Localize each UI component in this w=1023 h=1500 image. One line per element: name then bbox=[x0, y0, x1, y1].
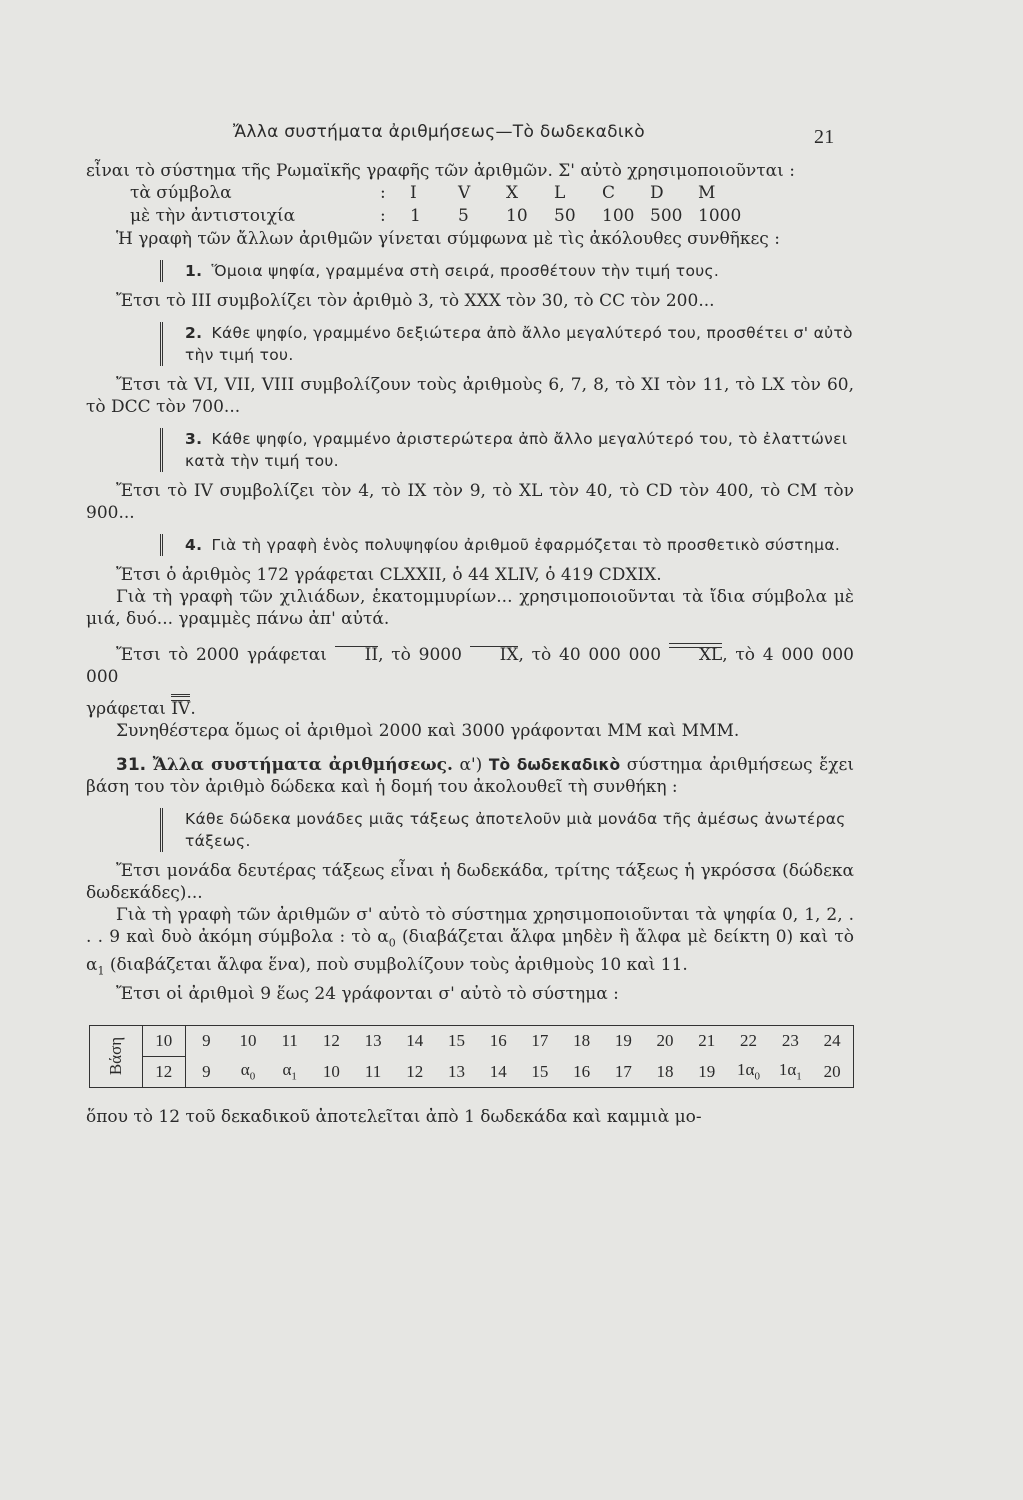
values-colon: : bbox=[380, 206, 386, 226]
example-5: Ἔτσι μονάδα δευτέρας τάξεως εἶναι ἡ δωδεκάδα, τρίτης τάξεως ἡ γκρόσσα (δώδεκα δωδεκάδες)... bbox=[86, 861, 854, 903]
text-fragment: (διαβάζεται ἄλφα μηδὲν ἢ ἄλφα μὲ δείκτη 0) καὶ τὸ α bbox=[86, 927, 854, 976]
table-cell: 12 bbox=[394, 1056, 436, 1087]
digits-paragraph bbox=[86, 904, 854, 983]
table-cell: 19 bbox=[602, 1025, 644, 1056]
table-cell: 13 bbox=[352, 1025, 394, 1056]
rule-number: 4. bbox=[185, 536, 203, 554]
table-cell: $\alpha_1$ bbox=[269, 1056, 311, 1087]
section-number: 31. bbox=[116, 755, 147, 775]
table-cell: 18 bbox=[561, 1025, 603, 1056]
rule-text: Ὅμοια ψηφία, γραμμένα στὴ σειρά, προσθέτουν τὴν τιμή τους. bbox=[211, 262, 720, 280]
table-intro: Ἔτσι οἱ ἀριθμοὶ 9 ἕως 24 γράφονται σ' αὐτὸ τὸ σύστημα : bbox=[116, 983, 619, 1004]
rule-text: Κάθε δώδεκα μονάδες μιᾶς τάξεως ἀποτελοῦν μιὰ μονάδα τῆς ἀμέσως ἀνωτέρας τάξεως. bbox=[185, 810, 846, 850]
section-title: Ἄλλα συστήματα ἀριθμήσεως. bbox=[152, 755, 453, 775]
table-cell: 11 bbox=[352, 1056, 394, 1087]
roman-symbol: L bbox=[554, 183, 566, 203]
text-fragment: Γιὰ τὴ γραφὴ τῶν ἀριθμῶν σ' αὐτὸ τὸ σύστημα χρησιμοποιοῦνται τὰ ψηφία 0, 1, 2, . . . 9 καὶ δυὸ ἀκόμη σύμβολα : τὸ α bbox=[86, 905, 854, 947]
table-cell: 22 bbox=[728, 1025, 770, 1056]
table-cell: 15 bbox=[519, 1056, 561, 1087]
table-cell: 23 bbox=[769, 1025, 811, 1056]
rule-text: Κάθε ψηφίο, γραμμένο δεξιώτερα ἀπὸ ἄλλο μεγαλύτερό του, προσθέτει σ' αὐτὸ τὴν τιμή του. bbox=[185, 324, 853, 364]
symbols-label: τὰ σύμβολα bbox=[130, 183, 232, 203]
triple-overlined-numeral: IV bbox=[171, 699, 191, 719]
example-1: Ἔτσι τὸ III συμβολίζει τὸν ἀριθμὸ 3, τὸ XXX τὸν 30, τὸ CC τὸν 200... bbox=[116, 291, 715, 311]
overlined-numeral: II bbox=[335, 644, 378, 666]
text-fragment: γράφεται bbox=[86, 699, 172, 719]
intro-paragraph: εἶναι τὸ σύστημα τῆς Ρωμαϊκῆς γραφῆς τῶν ἀριθμῶν. Σ' αὐτὸ χρησιμοποιοῦνται : bbox=[86, 161, 795, 181]
table-base-label bbox=[90, 1025, 143, 1087]
symbols-colon: : bbox=[380, 183, 386, 203]
base-label-text: Βάση bbox=[105, 1037, 125, 1076]
rule-5 bbox=[160, 808, 854, 852]
table-cell: 14 bbox=[394, 1025, 436, 1056]
section-emphasis: Τὸ δωδεκαδικὸ bbox=[488, 756, 621, 774]
section-31-paragraph bbox=[86, 754, 854, 798]
base-10-cell: 10 bbox=[142, 1025, 185, 1056]
table-cell: 10 bbox=[311, 1056, 353, 1087]
roman-value: 100 bbox=[602, 206, 635, 226]
rule-text: Κάθε ψηφίο, γραμμένο ἀριστερώτερα ἀπὸ ἄλλο μεγαλύτερό του, τὸ ἐλαττώνει κατὰ τὴν τιμή του. bbox=[185, 430, 848, 470]
rules-intro: Ἡ γραφὴ τῶν ἄλλων ἀριθμῶν γίνεται σύμφωνα μὲ τὶς ἀκόλουθες συνθῆκες : bbox=[116, 229, 780, 249]
subscript: 0 bbox=[249, 1070, 256, 1083]
table-row-base12 bbox=[90, 1056, 854, 1087]
table-cell: $1\alpha_1$ bbox=[769, 1056, 811, 1087]
text-fragment: , τὸ 9000 bbox=[378, 645, 470, 665]
subscript: 1 bbox=[291, 1070, 297, 1083]
roman-value: 5 bbox=[458, 206, 469, 226]
table-cell: 17 bbox=[602, 1056, 644, 1087]
table-cell: 24 bbox=[811, 1025, 853, 1056]
rule-3 bbox=[160, 428, 854, 472]
rule-4 bbox=[160, 534, 854, 556]
rule-number: 3. bbox=[185, 430, 203, 448]
table-cell: $\alpha_0$ bbox=[227, 1056, 269, 1087]
rule-text: Γιὰ τὴ γραφὴ ἑνὸς πολυψηφίου ἀριθμοῦ ἐφαρμόζεται τὸ προσθετικὸ σύστημα. bbox=[211, 536, 841, 554]
table-cell: 16 bbox=[561, 1056, 603, 1087]
header-title: Ἄλλα συστήματα ἀριθμήσεως—Τὸ δωδεκαδικὸ bbox=[233, 122, 645, 142]
overline-example bbox=[86, 644, 854, 688]
table-cell: 16 bbox=[477, 1025, 519, 1056]
example-2: Ἔτσι τὰ VI, VII, VIII συμβολίζουν τοὺς ἀριθμοὺς 6, 7, 8, τὸ XI τὸν 11, τὸ LX τὸν 60, τὸ DCC τὸν 700... bbox=[86, 375, 854, 417]
example-3: Ἔτσι τὸ IV συμβολίζει τὸν 4, τὸ IX τὸν 9, τὸ XL τὸν 40, τὸ CD τὸν 400, τὸ CM τὸν 900... bbox=[86, 481, 854, 523]
rule-1 bbox=[160, 260, 854, 282]
roman-value: 1000 bbox=[698, 206, 742, 226]
text-fragment: (διαβάζεται ἄλφα ἕνα), ποὺ συμβολίζουν τοὺς ἀριθμοὺς 10 καὶ 11. bbox=[104, 955, 688, 976]
text-fragment: , τὸ 40 000 000 bbox=[518, 645, 669, 665]
table-cell: $1\alpha_0$ bbox=[728, 1056, 770, 1087]
text-fragment: . bbox=[190, 699, 196, 719]
page-number: 21 bbox=[814, 126, 835, 148]
table-cell: 11 bbox=[269, 1025, 311, 1056]
example-4: Ἔτσι ὁ ἀριθμὸς 172 γράφεται CLXXII, ὁ 44 XLIV, ὁ 419 CDXIX. bbox=[116, 565, 662, 585]
thousands-paragraph: Γιὰ τὴ γραφὴ τῶν χιλιάδων, ἑκατομμυρίων... χρησιμοποιοῦνται τὰ ἴδια σύμβολα μὲ μιά, δυό... γραμμὲς πάνω ἀπ' αὐτά. bbox=[86, 587, 854, 629]
text-fragment: Ἔτσι τὸ 2000 γράφεται bbox=[116, 645, 335, 665]
table-cell: 13 bbox=[436, 1056, 478, 1087]
base-conversion-table bbox=[89, 1025, 854, 1088]
table-cell: 14 bbox=[477, 1056, 519, 1087]
table-cell: 17 bbox=[519, 1025, 561, 1056]
overline-example-cont bbox=[86, 698, 854, 720]
roman-symbol: X bbox=[506, 183, 519, 203]
text-fragment: , τὸ 4 000 000 000 bbox=[86, 645, 855, 687]
section-text: σύστημα ἀριθμήσεως ἔχει βάση του τὸν ἀριθμὸ δώδεκα καὶ ἡ δομή του ἀκολουθεῖ τὴ συνθήκη : bbox=[86, 755, 854, 797]
roman-symbol: I bbox=[410, 183, 417, 203]
roman-symbols-row bbox=[86, 182, 854, 205]
table-cell: 10 bbox=[227, 1025, 269, 1056]
rule-number: 1. bbox=[185, 262, 203, 280]
roman-value: 10 bbox=[506, 206, 528, 226]
roman-symbol: M bbox=[698, 183, 716, 203]
subscript: 0 bbox=[754, 1070, 760, 1083]
table-cell: 19 bbox=[686, 1056, 728, 1087]
footer-paragraph: ὅπου τὸ 12 τοῦ δεκαδικοῦ ἀποτελεῖται ἀπὸ 1 δωδεκάδα καὶ καμμιὰ μο- bbox=[86, 1106, 702, 1127]
overlined-numeral: IX bbox=[470, 644, 519, 666]
page-content bbox=[86, 160, 854, 1128]
roman-values-row bbox=[86, 205, 854, 228]
subscript: 1 bbox=[796, 1070, 802, 1083]
base-12-cell: 12 bbox=[142, 1056, 185, 1087]
table-cell: 21 bbox=[686, 1025, 728, 1056]
roman-value: 50 bbox=[554, 206, 576, 226]
table-cell: 15 bbox=[436, 1025, 478, 1056]
roman-symbol: D bbox=[650, 183, 664, 203]
table-row-base10 bbox=[90, 1025, 854, 1056]
roman-symbol: V bbox=[458, 183, 471, 203]
section-part: α') bbox=[459, 755, 483, 775]
table-cell: 9 bbox=[185, 1025, 227, 1056]
usual-paragraph: Συνηθέστερα ὅμως οἱ ἀριθμοὶ 2000 καὶ 3000 γράφονται MM καὶ MMM. bbox=[116, 721, 740, 741]
table-cell: 20 bbox=[644, 1025, 686, 1056]
table-cell: 9 bbox=[185, 1056, 227, 1087]
roman-symbol: C bbox=[602, 183, 616, 203]
subscript: 0 bbox=[388, 936, 396, 950]
double-overlined-numeral: XL bbox=[669, 644, 722, 666]
table-cell: 20 bbox=[811, 1056, 853, 1087]
table-cell: 12 bbox=[311, 1025, 353, 1056]
subscript: 1 bbox=[97, 964, 105, 978]
roman-value: 500 bbox=[650, 206, 683, 226]
table-cell: 18 bbox=[644, 1056, 686, 1087]
rule-2 bbox=[160, 322, 854, 366]
values-label: μὲ τὴν ἀντιστοιχία bbox=[130, 206, 296, 226]
roman-value: 1 bbox=[410, 206, 421, 226]
rule-number: 2. bbox=[185, 324, 203, 342]
